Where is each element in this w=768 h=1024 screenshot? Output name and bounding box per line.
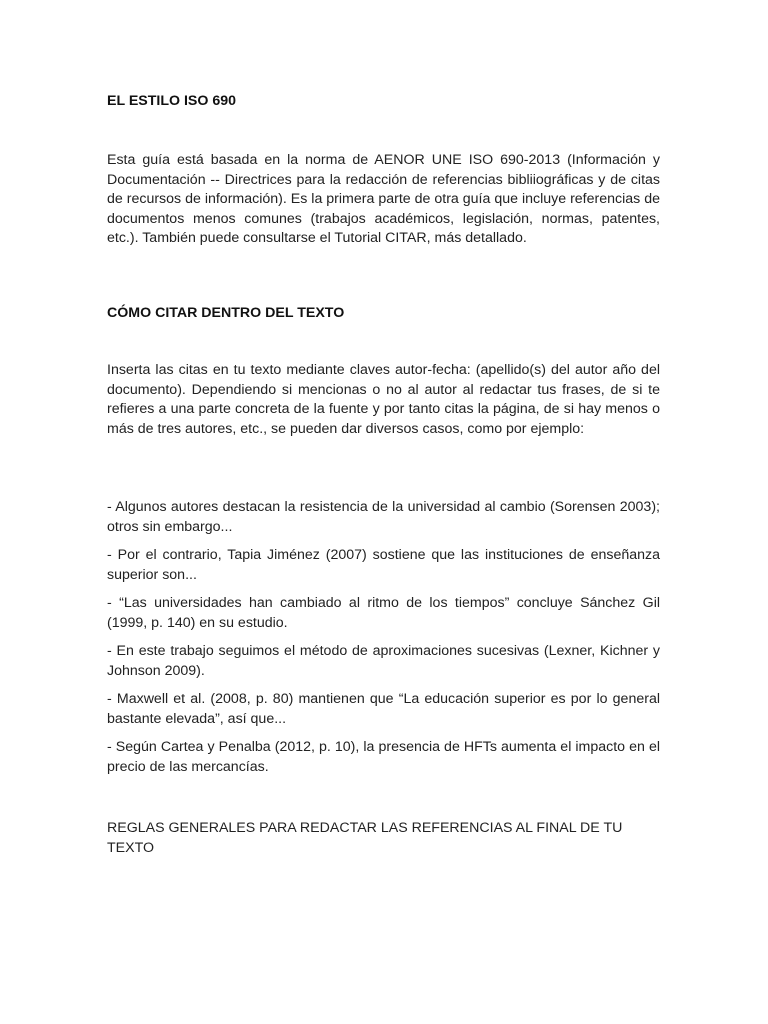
- citas-paragraph: Inserta las citas en tu texto mediante claves autor-fecha: (apellido(s) del autor año del documento). Dependiendo si mencionas o no al autor al redactar tus frases, de si te refieres a una parte concreta de la fuente y por tanto citas la página, de si hay menos o más de tres autores, etc., se pueden dar diversos casos, como por ejemplo:: [107, 362, 660, 437]
- example-item: - En este trabajo seguimos el método de aproximaciones sucesivas (Lexner, Kichner y Johnson 2009).: [107, 643, 660, 679]
- examples-list: [107, 498, 660, 786]
- intro-paragraph: Esta guía está basada en la norma de AENOR UNE ISO 690-2013 (Información y Documentación -- Directrices para la redacción de referencias bibliiográficas y de citas de recursos de información). Es la primera parte de otra guía que incluye referencias de documentos menos comunes (trabajos académicos, legislación, normas, patentes, etc.). También puede consultarse el Tutorial CITAR, más detallado.: [107, 152, 660, 246]
- example-item: - “Las universidades han cambiado al ritmo de los tiempos” concluye Sánchez Gil (1999, p. 140) en su estudio.: [107, 595, 660, 631]
- example-item: - Algunos autores destacan la resistencia de la universidad al cambio (Sorensen 2003); otros sin embargo...: [107, 499, 660, 535]
- example-item: - Maxwell et al. (2008, p. 80) mantienen que “La educación superior es por lo general bastante elevada”, así que...: [107, 691, 660, 727]
- references-heading: REGLAS GENERALES PARA REDACTAR LAS REFERENCIAS AL FINAL DE TU TEXTO: [107, 820, 623, 856]
- document-title: EL ESTILO ISO 690: [107, 93, 237, 109]
- example-item: - Por el contrario, Tapia Jiménez (2007) sostiene que las instituciones de enseñanza superior son...: [107, 547, 660, 583]
- example-item: - Según Cartea y Penalba (2012, p. 10), la presencia de HFTs aumenta el impacto en el precio de las mercancías.: [107, 739, 660, 775]
- section-heading: CÓMO CITAR DENTRO DEL TEXTO: [107, 305, 345, 321]
